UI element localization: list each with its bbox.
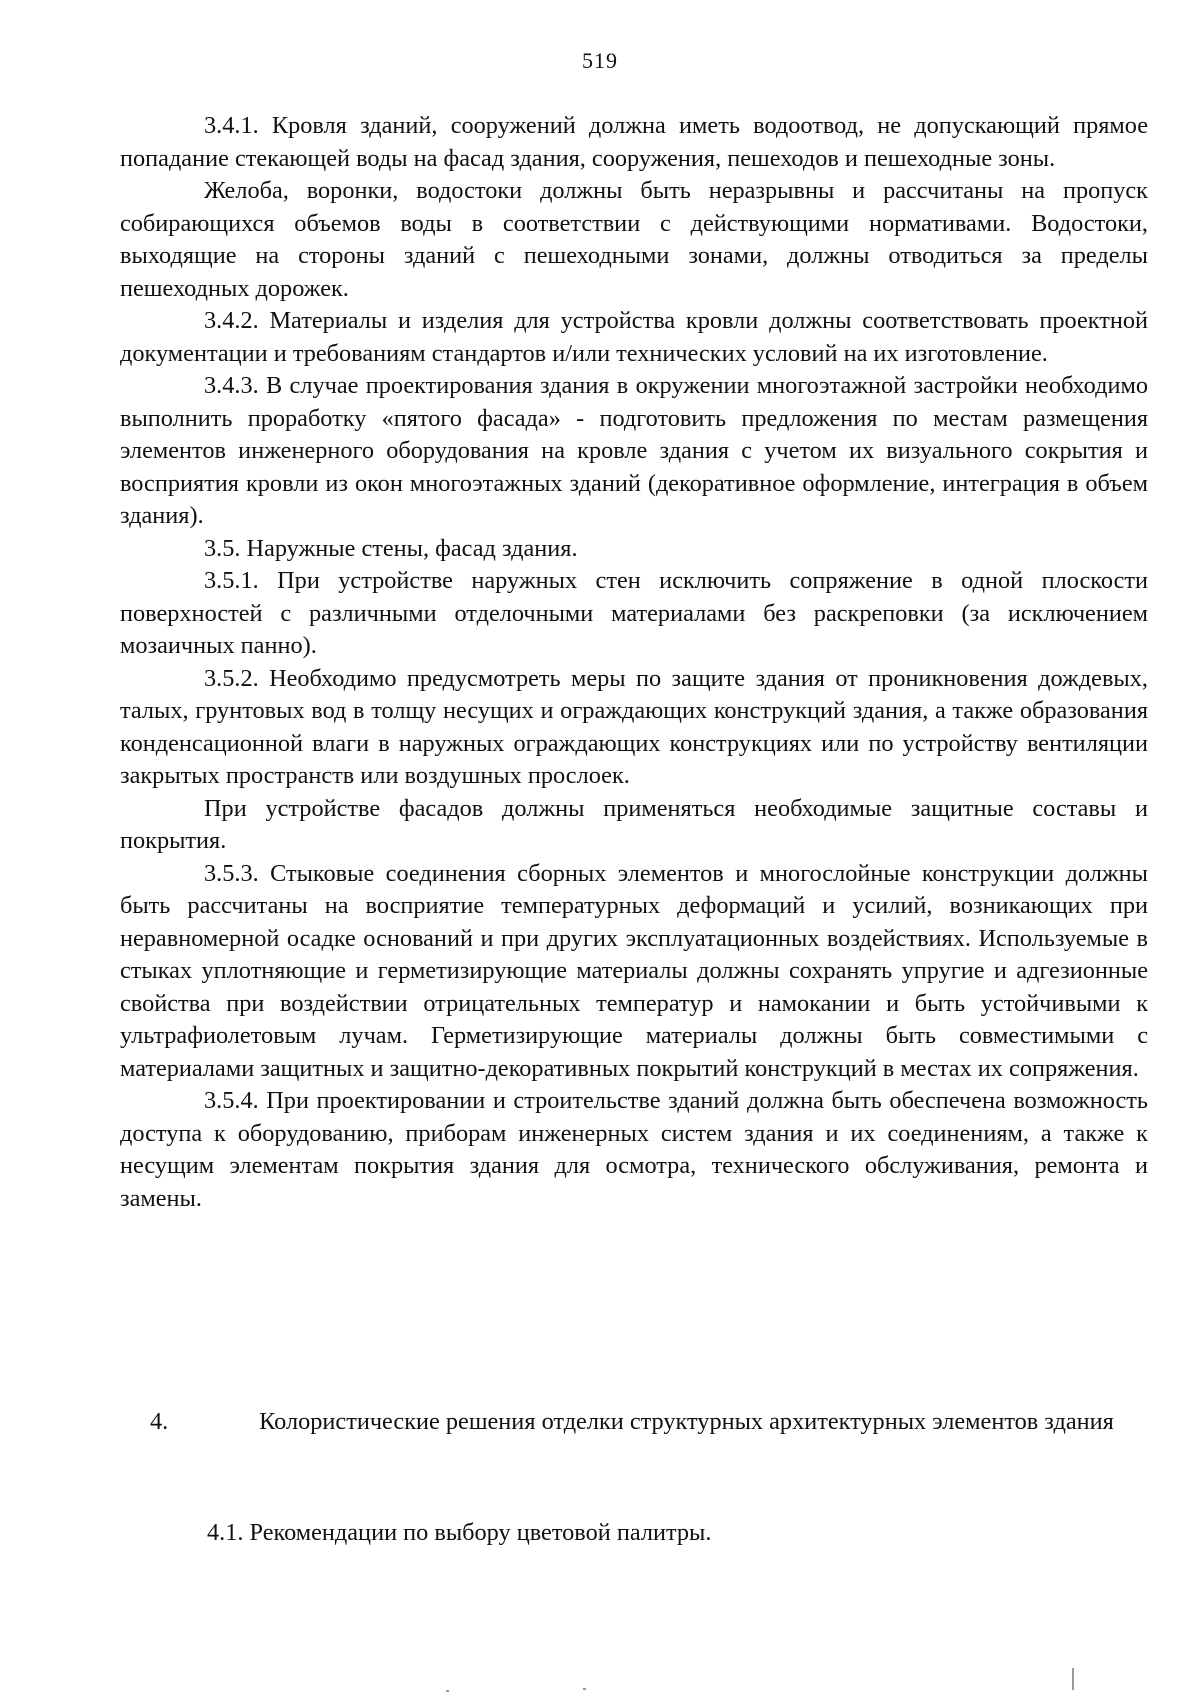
- subsection-4-1: 4.1. Рекомендации по выбору цветовой палитры.: [207, 1519, 712, 1546]
- paragraph-3-5-3: 3.5.3. Стыковые соединения сборных элементов и многослойные конструкции должны быть рассчитаны на восприятие температурных деформаций и усилий, возникающих при неравномерной осадке оснований и при других эксплуатационных воздействиях. Используемые в стыках уплотняющие и герметизирующие материалы должны сохранять упругие и адгезионные свойства при воздействии отрицательных температур и намокании и быть устойчивыми к ультрафиолетовым лучам. Герметизирующие материалы должны быть совместимыми с материалами защитных и защитно-декоративных покрытий конструкций в местах их сопряжения.: [120, 859, 1148, 1082]
- paragraph-3-4-2: 3.4.2. Материалы и изделия для устройства кровли должны соответствовать проектной документации и требованиям стандартов и/или технических условий на их изготовление.: [120, 307, 1148, 367]
- body-text: [120, 110, 1148, 1215]
- paragraph-gutters: Желоба, воронки, водостоки должны быть неразрывны и рассчитаны на пропуск собирающихся объемов воды в соответствии с действующими нормативами. Водостоки, выходящие на стороны зданий с пешеходными зонами, должны отводиться за пределы пешеходных дорожек.: [120, 177, 1148, 302]
- paragraph-3-5-2: 3.5.2. Необходимо предусмотреть меры по защите здания от проникновения дождевых, талых, грунтовых вод в толщу несущих и ограждающих конструкций здания, а также образования конденсационной влаги в наружных ограждающих конструкциях или по устройству вентиляции закрытых пространств или воздушных прослоек.: [120, 664, 1148, 789]
- section-number: 4.: [150, 1408, 169, 1435]
- scan-artifact: [446, 1690, 449, 1692]
- paragraph-3-5: 3.5. Наружные стены, фасад здания.: [204, 534, 578, 562]
- paragraph-3-5-1: 3.5.1. При устройстве наружных стен исключить сопряжение в одной плоскости поверхностей с различными отделочными материалами без раскреповки (за исключением мозаичных панно).: [120, 567, 1148, 659]
- paragraph-facade-coatings: При устройстве фасадов должны применяться необходимые защитные составы и покрытия.: [120, 794, 1148, 854]
- section-title: Колористические решения отделки структурных архитектурных элементов здания: [259, 1408, 1114, 1435]
- scan-artifact: [583, 1688, 586, 1690]
- paragraph-3-5-4: 3.5.4. При проектировании и строительстве зданий должна быть обеспечена возможность доступа к оборудованию, приборам инженерных систем здания и их соединениям, а также к несущим элементам покрытия здания для осмотра, технического обслуживания, ремонта и замены.: [120, 1087, 1148, 1212]
- section-heading-4: [150, 1405, 1160, 1438]
- scan-artifact: [1072, 1668, 1074, 1690]
- paragraph-3-4-3: 3.4.3. В случае проектирования здания в окружении многоэтажной застройки необходимо выполнить проработку «пятого фасада» - подготовить предложения по местам размещения элементов инженерного оборудования на кровле здания с учетом их визуального сокрытия и восприятия кровли из окон многоэтажных зданий (декоративное оформление, интеграция в объем здания).: [120, 372, 1148, 529]
- paragraph-3-4-1: 3.4.1. Кровля зданий, сооружений должна иметь водоотвод, не допускающий прямое попадание стекающей воды на фасад здания, сооружения, пешеходов и пешеходные зоны.: [120, 112, 1148, 172]
- page-number: 519: [582, 48, 618, 73]
